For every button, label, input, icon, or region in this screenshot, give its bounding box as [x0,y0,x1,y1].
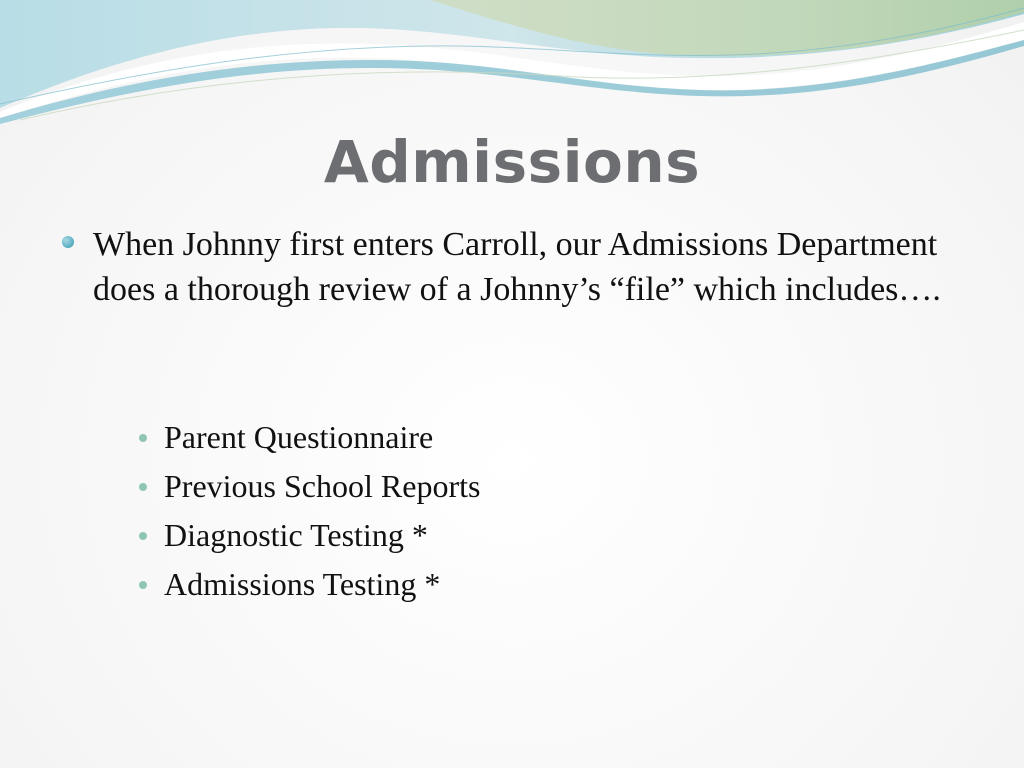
sub-bullet-text: Previous School Reports [164,468,481,504]
sub-bullet-dot-icon [139,581,147,589]
sub-bullet-text: Admissions Testing * [164,566,441,602]
sub-bullet-text: Diagnostic Testing * [164,517,428,553]
sub-bullet-item [136,414,480,463]
slide-title: Admissions [323,128,701,196]
sub-bullet-text: Parent Questionnaire [164,419,434,455]
sub-bullet-dot-icon [139,532,147,540]
sub-bullet-list [136,414,480,610]
bullet-dot-icon [62,236,74,248]
sub-bullet-dot-icon [139,434,147,442]
sub-bullet-item [136,561,480,610]
main-bullet-text: When Johnny first enters Carroll, our Admissions Department does a thorough review of a Johnny’s “file” which includes…. [93,226,941,308]
sub-bullet-dot-icon [139,483,147,491]
decorative-wave-banner [0,0,1024,130]
sub-bullet-item [136,512,480,561]
sub-bullet-item [136,463,480,512]
